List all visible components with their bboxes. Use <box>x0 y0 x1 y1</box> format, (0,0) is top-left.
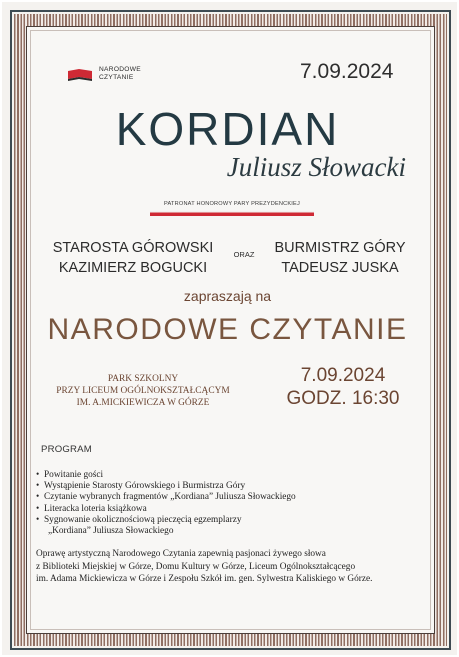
bullet-icon: • <box>36 492 40 503</box>
event-time: GODZ. 16:30 <box>286 388 400 409</box>
event-name: NARODOWE CZYTANIE <box>47 313 408 346</box>
logo-text <box>99 66 141 82</box>
bullet-icon: • <box>36 470 40 480</box>
event-date: 7.09.2024 <box>300 365 386 386</box>
program-item <box>36 492 416 503</box>
place-line-2: PRZY LICEUM OGÓLNOKSZTAŁCĄCYM <box>56 386 230 396</box>
book-flag-icon <box>67 68 93 82</box>
top-date: 7.09.2024 <box>300 60 394 83</box>
patronat-flag-bar <box>150 211 314 216</box>
program-item <box>36 504 416 515</box>
program-item-continuation: „Kordiana” Juliusza Słowackiego <box>48 526 174 537</box>
program-item-text: Czytanie wybranych fragmentów „Kordiana” Juliusza Słowackiego <box>44 492 296 503</box>
event-place <box>38 373 248 409</box>
patronat-label: PATRONAT HONOROWY PARY PREZYDENCKIEJ <box>164 201 300 207</box>
program-item-text: Literacka loteria książkowa <box>44 503 147 514</box>
program-item-text: Wystąpienie Starosty Górowskiego i Burmistrza Góry <box>44 481 246 492</box>
program-item-text: Powitanie gości <box>44 470 104 480</box>
bullet-icon: • <box>36 503 40 514</box>
program-item <box>36 470 416 481</box>
organizer-left <box>38 238 228 278</box>
logo-line-1: NARODOWE <box>99 66 141 73</box>
bullet-icon: • <box>36 514 40 525</box>
note-line-1: Oprawę artystyczną Narodowego Czytania zapewnią pasjonaci żywego słowa <box>36 549 326 559</box>
event-datetime <box>268 364 418 410</box>
logo-line-2: CZYTANIE <box>99 74 134 81</box>
program-item-text: Sygnowanie okolicznościową pieczęcią egzemplarzy <box>44 514 242 525</box>
organizer-right <box>260 238 420 278</box>
book-author: Juliusz Słowacki <box>226 152 406 182</box>
note-line-2: z Biblioteki Miejskiej w Górze, Domu Kultury w Górze, Liceum Ogólnokształcącego <box>36 561 356 572</box>
closing-note <box>36 548 436 586</box>
narodowe-czytanie-logo <box>67 66 141 82</box>
program-title: PROGRAM <box>41 444 92 455</box>
bullet-icon: • <box>36 481 40 492</box>
organizer-connector: ORAZ <box>233 250 255 259</box>
program-item <box>36 515 416 526</box>
organizer-left-title: STAROSTA GÓROWSKI <box>52 240 214 256</box>
note-line-3: im. Adama Mickiewicza w Górze i Zespołu Szkół im. gen. Sylwestra Kaliskiego w Górze. <box>36 574 373 585</box>
place-line-1: PARK SZKOLNY <box>107 374 179 384</box>
organizer-left-name: KAZIMIERZ BOGUCKI <box>58 260 208 276</box>
organizer-right-name: TADEUSZ JUSKA <box>281 260 399 276</box>
organizer-right-title: BURMISTRZ GÓRY <box>274 240 406 256</box>
program-item <box>36 481 416 492</box>
book-title: KORDIAN <box>115 103 340 155</box>
place-line-3: IM. A.MICKIEWICZA W GÓRZE <box>76 398 210 408</box>
program-list <box>36 470 416 537</box>
invite-text: zapraszają na <box>183 288 272 304</box>
